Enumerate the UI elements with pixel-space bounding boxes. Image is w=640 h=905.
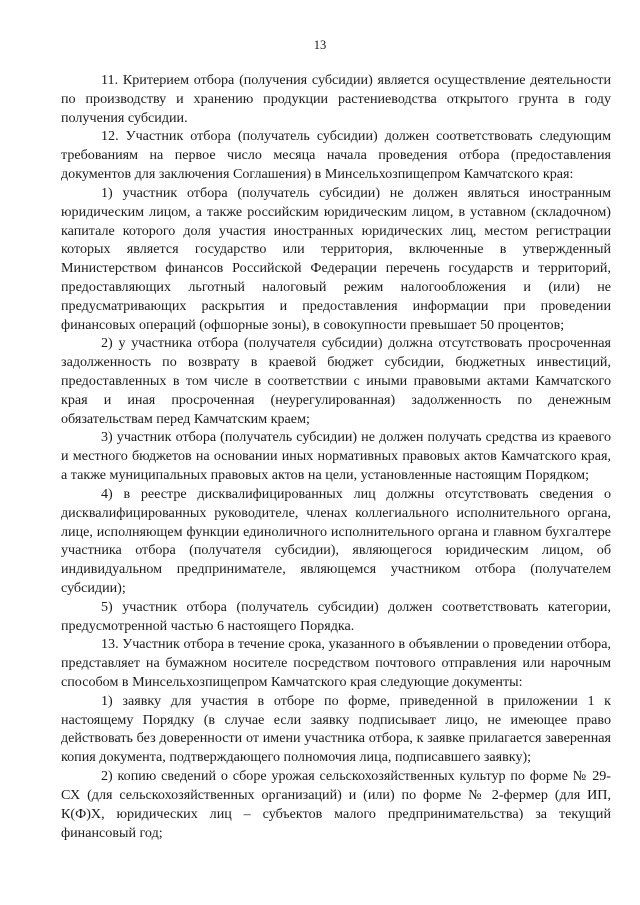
paragraph-12-item-4: 4) в реестре дисквалифицированных лиц должны отсутствовать сведения о дисквалифицированных руководителе, членах коллегиального исполнительного органа, лице, исполняющем функции единоличного исполнительного органа и главном бухгалтере участника отбора (получателя субсидии), являющегося юридическим лицом, об индивидуальном предпринимателе, являющемся участником отбора (получателем субсидии); — [61, 485, 611, 596]
paragraph-11: 11. Критерием отбора (получения субсидии) является осуществление деятельности по производству и хранению продукции растениеводства открытого грунта в году получения субсидии. — [61, 72, 611, 126]
paragraph-12-item-3: 3) участник отбора (получатель субсидии) не должен получать средства из краевого и местного бюджетов на основании иных нормативных правовых актов Камчатского края, а также муниципальных правовых актов на цели, установленные настоящим Порядком; — [61, 429, 611, 484]
paragraph-13-item-1: 1) заявку для участия в отборе по форме, приведенной в приложении 1 к настоящему Порядку (в случае если заявку подписывает лицо, не имеющее право действовать без доверенности от имени участника отбора, к заявке прилагается заверенная копия документа, подтверждающего полномочия лица, подписавшего заявку); — [61, 692, 611, 766]
paragraph-13-item-2: 2) копию сведений о сборе урожая сельскохозяйственных культур по форме № 29-СХ (для сельскохозяйственных организаций) и (или) по форме № 2-фермер (для ИП, К(Ф)Х, юридических лиц – субъектов малого предпринимательства) за текущий финансовый год; — [61, 768, 611, 841]
paragraph-12-item-1: 1) участник отбора (получатель субсидии) не должен являться иностранным юридическим лицом, а также российским юридическим лицом, в уставном (складочном) капитале которого доля участия иностранных юридических лиц, местом регистрации которых является государство или территория, включенные в утвержденный Министерством финансов Российской Федерации перечень государств и территорий, предоставляющих льготный налоговый режим налогообложения и (или) не предусматривающих раскрытия и предоставления информации при проведении финансовых операций (офшорные зоны), в совокупности превышает 50 процентов; — [61, 184, 611, 333]
page-number: 13 — [313, 38, 327, 52]
paragraph-13: 13. Участник отбора в течение срока, указанного в объявлении о проведении отбора, представляет на бумажном носителе посредством почтового отправления или нарочным способом в Минсельхозпищепром Камчатского края следующие документы: — [61, 636, 611, 690]
paragraph-12-item-2: 2) у участника отбора (получателя субсидии) должна отсутствовать просроченная задолженность по возврату в краевой бюджет субсидии, бюджетных инвестиций, предоставленных в том числе в соответствии с иными правовыми актами Камчатского края и иная просроченная (неурегулированная) задолженность по денежным обязательствам перед Камчатским краем; — [61, 335, 611, 427]
document-body — [61, 71, 611, 842]
paragraph-12-item-5: 5) участник отбора (получатель субсидии) должен соответствовать категории, предусмотренной частью 6 настоящего Порядка. — [61, 598, 611, 634]
paragraph-12: 12. Участник отбора (получатель субсидии) должен соответствовать следующим требованиям на первое число месяца начала проведения отбора (предоставления документов для заключения Соглашения) в Минсельхозпищепром Камчатского края: — [61, 128, 611, 183]
